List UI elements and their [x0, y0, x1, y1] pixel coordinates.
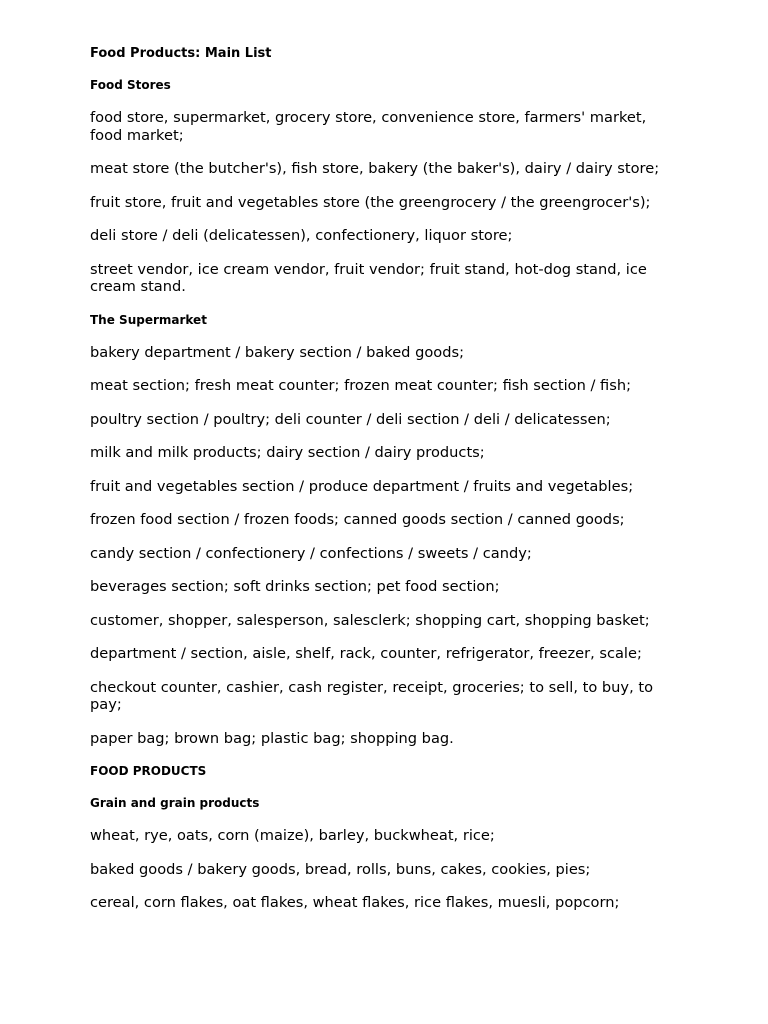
paragraph: food store, supermarket, grocery store, convenience store, farmers' market, food market;	[90, 109, 647, 144]
paragraph: wheat, rye, oats, corn (maize), barley, buckwheat, rice;	[90, 827, 495, 844]
paragraph: deli store / deli (delicatessen), confectionery, liquor store;	[90, 227, 513, 244]
paragraph: fruit store, fruit and vegetables store (the greengrocery / the greengrocer's);	[90, 193, 651, 211]
section-food-stores	[90, 77, 680, 296]
paragraph: checkout counter, cashier, cash register, receipt, groceries; to sell, to buy, to pay;	[90, 678, 653, 713]
paragraph: cereal, corn flakes, oat flakes, wheat flakes, rice flakes, muesli, popcorn;	[90, 894, 620, 911]
paragraph: paper bag; brown bag; plastic bag; shopping bag.	[90, 729, 454, 747]
paragraph: fruit and vegetables section / produce department / fruits and vegetables;	[90, 477, 634, 495]
section-the-supermarket	[90, 312, 680, 748]
paragraph: frozen food section / frozen foods; canned goods section / canned goods;	[90, 511, 625, 528]
section-heading: Food Stores	[90, 78, 171, 92]
paragraph: beverages section; soft drinks section; pet food section;	[90, 578, 500, 595]
paragraph: candy section / confectionery / confections / sweets / candy;	[90, 544, 532, 562]
paragraph: poultry section / poultry; deli counter / deli section / deli / delicatessen;	[90, 410, 611, 428]
document-page	[90, 45, 680, 928]
paragraph: bakery department / bakery section / baked goods;	[90, 343, 464, 361]
paragraph: baked goods / bakery goods, bread, rolls, buns, cakes, cookies, pies;	[90, 860, 591, 878]
section-heading: Grain and grain products	[90, 796, 260, 810]
paragraph: department / section, aisle, shelf, rack, counter, refrigerator, freezer, scale;	[90, 645, 642, 662]
paragraph: customer, shopper, salesperson, salesclerk; shopping cart, shopping basket;	[90, 611, 650, 629]
paragraph: milk and milk products; dairy section / dairy products;	[90, 444, 485, 461]
section-heading: The Supermarket	[90, 312, 207, 327]
section-heading: FOOD PRODUCTS	[90, 764, 207, 778]
paragraph: street vendor, ice cream vendor, fruit vendor; fruit stand, hot-dog stand, ice cream stand.	[90, 260, 647, 295]
paragraph: meat store (the butcher's), fish store, bakery (the baker's), dairy / dairy store;	[90, 160, 660, 177]
section-grain-and-grain-products	[90, 795, 680, 912]
paragraph: meat section; fresh meat counter; frozen meat counter; fish section / fish;	[90, 377, 631, 394]
section-food-products	[90, 763, 680, 780]
document-title: Food Products: Main List	[90, 46, 272, 61]
